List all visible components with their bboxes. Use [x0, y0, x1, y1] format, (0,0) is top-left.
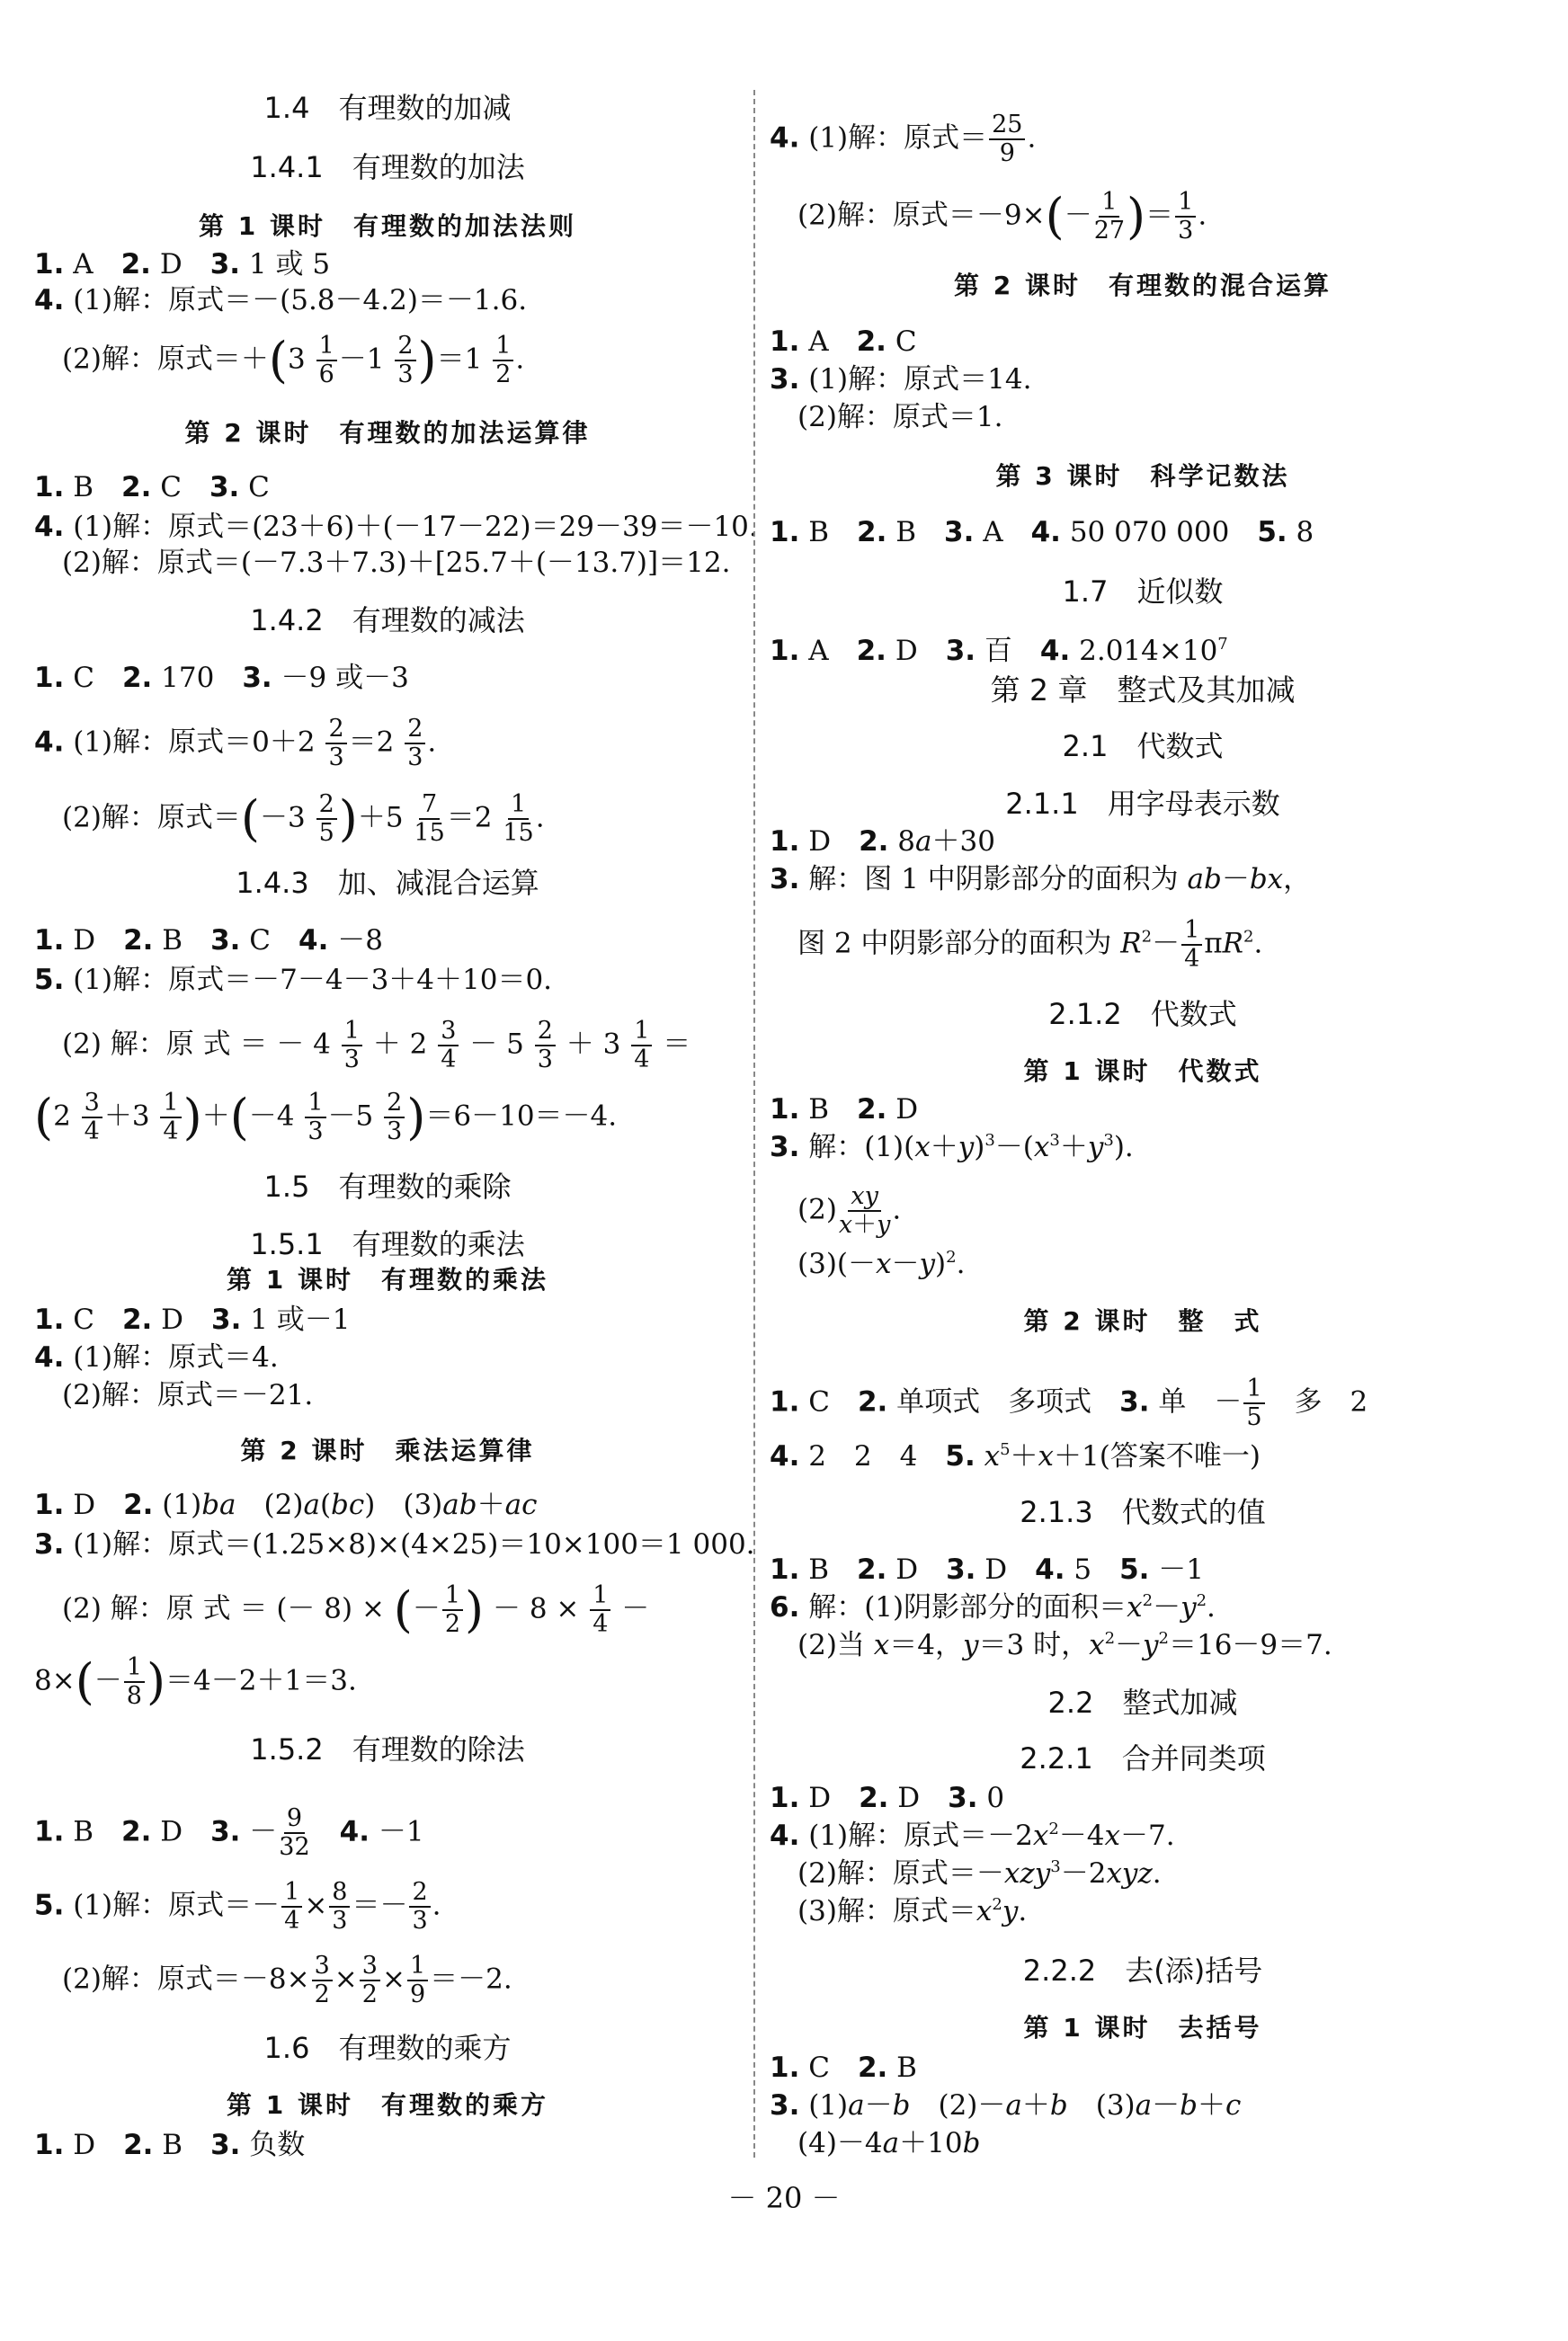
answer-line: 1. C 2. 170 3. －9 或－3	[34, 662, 409, 694]
answer-line: (4)－4a＋10b	[770, 2127, 981, 2159]
lesson-heading: 第 2 课时 整 式	[1023, 1306, 1262, 1336]
answer-line: 1. B 2. C 3. C	[34, 471, 270, 503]
answer-line: 1. C 2. 单项式 多项式 3. 单 － $\frac{1}{5}$ 多 2	[770, 1375, 1368, 1431]
answer-line: 4. 2 2 4 5. $x^5+x+1$(答案不唯一)	[770, 1440, 1261, 1473]
lesson-heading: 第 1 课时 有理数的乘方	[227, 2090, 548, 2120]
answer-line: (3)解：原式$=x^2y$.	[770, 1895, 1028, 1927]
answer-line: 4. (1)解：原式$=-2x^2-4x-7$.	[770, 1820, 1175, 1852]
section-heading: 1.6 有理数的乘方	[263, 2031, 512, 2065]
answer-line: 3. (1)解：原式＝(1.25×8)×(4×25)＝10×100＝1 000.	[34, 1528, 755, 1561]
section-heading: 1.4.3 加、减混合运算	[236, 866, 539, 900]
section-heading: 2.2.2 去(添)括号	[1022, 1954, 1263, 1988]
answer-line: 1. D 2. (1)ba (2)a(bc) (3)ab＋ac	[34, 1489, 538, 1521]
answer-line: (2)解：原式＝－8× $\frac{3}{2}$ × $\frac{3}{2}$ × $\frac{1}{9}$ ＝－2.	[34, 1952, 512, 2008]
lesson-heading: 第 2 课时 有理数的混合运算	[954, 271, 1332, 300]
answer-line: 1. D 2. B 3. C 4. －8	[34, 924, 383, 957]
lesson-heading: 第 1 课时 代数式	[1023, 1056, 1262, 1086]
answer-line: 1. B 2. B 3. A 4. 50 070 000 5. 8	[770, 516, 1314, 548]
answer-line: 8×(－ $\frac{1}{8}$ )＝4－2＋1＝3.	[34, 1653, 357, 1710]
section-heading: 1.5.1 有理数的乘法	[250, 1227, 525, 1261]
answer-line: 3. (1)a－b (2)－a＋b (3)a－b＋c	[770, 2089, 1242, 2122]
lesson-heading: 第 2 课时 乘法运算律	[240, 1436, 535, 1465]
section-heading: 1.4 有理数的加减	[263, 91, 512, 125]
section-heading: 2.1.1 用字母表示数	[1005, 787, 1280, 821]
answer-line: 图 2 中阴影部分的面积为 $R^2-$ $\frac{1}{4}$ $\pi R^2$.	[770, 916, 1263, 973]
page-number: － 20 －	[727, 2181, 841, 2215]
answer-line: 5. (1)解：原式＝－ $\frac{1}{4}$ × $\frac{8}{3}$ ＝－ $\frac{2}{3}$ .	[34, 1878, 441, 1935]
answer-line: 4. (1)解：原式＝－(5.8－4.2)＝－1.6.	[34, 284, 528, 316]
section-heading: 2.1 代数式	[1062, 729, 1224, 763]
section-heading: 2.1.3 代数式的值	[1020, 1495, 1266, 1529]
answer-line: 1. A 2. D 3. 百 4. $2.014\times 10^7$	[770, 635, 1228, 667]
answer-line: 1. B 2. D	[770, 1093, 919, 1126]
answer-line: (2)解：原式＝(－7.3＋7.3)＋[25.7＋(－13.7)]＝12.	[34, 547, 731, 579]
answer-line: 1. C 2. D 3. 1 或－1	[34, 1304, 351, 1336]
section-heading: 2.1.2 代数式	[1048, 997, 1237, 1031]
answer-line: 1. D 2. B 3. 负数	[34, 2129, 306, 2161]
answer-line: 1. B 2. D 3. － $\frac{9}{32}$ 4. －1	[34, 1804, 424, 1861]
answer-line: (2)解：原式＝－21.	[34, 1379, 314, 1411]
answer-line: (2 $\frac{3}{4}$ ＋3 $\frac{1}{4}$ )＋(－4 $\frac{1}{3}$ －5 $\frac{2}{3}$ )＝6－10＝－4.	[34, 1089, 618, 1145]
section-heading: 2.2 整式加减	[1047, 1686, 1238, 1720]
section-heading: 1.5.2 有理数的除法	[250, 1732, 525, 1767]
answer-line: 3. (1)解：原式＝14.	[770, 363, 1032, 396]
answer-line: (2) 解：原 式 ＝ (－ 8) × (－ $\frac{1}{2}$ ) － 8 × $\frac{1}{4}$ －	[34, 1581, 650, 1638]
chapter-heading: 第 2 章 整式及其加减	[990, 672, 1296, 708]
answer-line: 1. C 2. B	[770, 2052, 917, 2084]
answer-line: 3. 解：图 1 中阴影部分的面积为 ab－bx，	[770, 863, 1312, 895]
section-heading: 1.4.1 有理数的加法	[250, 150, 525, 184]
section-heading: 1.4.2 有理数的减法	[250, 603, 525, 637]
answer-line: (2)当 x＝4，y＝3 时，$x^2-y^2=16-9=7$.	[770, 1629, 1332, 1661]
answer-line: 1. D 2. 8a＋30	[770, 825, 995, 858]
answer-line: 3. 解：$(1)(x+y)^3-(x^3+y^3)$.	[770, 1131, 1134, 1163]
answer-line: 4. (1)解：原式＝ $\frac{25}{9}$ .	[770, 111, 1037, 167]
lesson-heading: 第 1 课时 有理数的加法法则	[199, 211, 576, 241]
answer-line: $(3)(-x-y)^2$.	[770, 1248, 966, 1280]
answer-line: 4. (1)解：原式＝(23＋6)＋(－17－22)＝29－39＝－10.	[34, 511, 758, 543]
answer-line: 4. (1)解：原式＝0＋2 $\frac{2}{3}$ ＝2 $\frac{2}{3}$ .	[34, 715, 437, 771]
answer-line: 4. (1)解：原式＝4.	[34, 1341, 279, 1374]
answer-line: 1. B 2. D 3. D 4. 5 5. －1	[770, 1553, 1205, 1586]
answer-line: (2)解：原式＝－xzy$^3$－2xyz.	[770, 1857, 1162, 1890]
answer-line: 6. 解：(1)阴影部分的面积$=x^2-y^2$.	[770, 1591, 1216, 1624]
lesson-heading: 第 1 课时 去括号	[1023, 2013, 1262, 2043]
lesson-heading: 第 1 课时 有理数的乘法	[227, 1265, 548, 1295]
section-heading: 2.2.1 合并同类项	[1020, 1741, 1266, 1776]
answer-line: (2)解：原式＝＋(3 $\frac{1}{6}$ －1 $\frac{2}{3}$ )＝1 $\frac{1}{2}$ .	[34, 332, 525, 388]
answer-line: 5. (1)解：原式＝－7－4－3＋4＋10＝0.	[34, 964, 553, 996]
answer-line: 1. A 2. C	[770, 325, 917, 358]
column-divider	[753, 90, 757, 2158]
lesson-heading: 第 3 课时 科学记数法	[995, 461, 1290, 491]
answer-line: (2)解：原式＝－9×(－ $\frac{1}{27}$ )＝ $\frac{1}{3}$ .	[770, 188, 1207, 245]
answer-line: (2)解：原式＝1.	[770, 401, 1003, 433]
section-heading: 1.5 有理数的乘除	[263, 1170, 512, 1204]
answer-line: (2)解：原式＝(－3 $\frac{2}{5}$ )＋5 $\frac{7}{15}$ ＝2 $\frac{1}{15}$ .	[34, 790, 545, 847]
lesson-heading: 第 2 课时 有理数的加法运算律	[184, 418, 591, 448]
answer-line: (2) $\frac{xy}{x+y}$ .	[770, 1182, 902, 1239]
answer-line: (2) 解：原 式 ＝ － 4 $\frac{1}{3}$ ＋ 2 $\frac{3}{4}$ － 5 $\frac{2}{3}$ ＋ 3 $\frac{1}{4}$ ＝	[34, 1017, 691, 1073]
answer-line: 1. A 2. D 3. 1 或 5	[34, 248, 331, 280]
answer-line: 1. D 2. D 3. 0	[770, 1782, 1005, 1814]
section-heading: 1.7 近似数	[1062, 574, 1224, 609]
